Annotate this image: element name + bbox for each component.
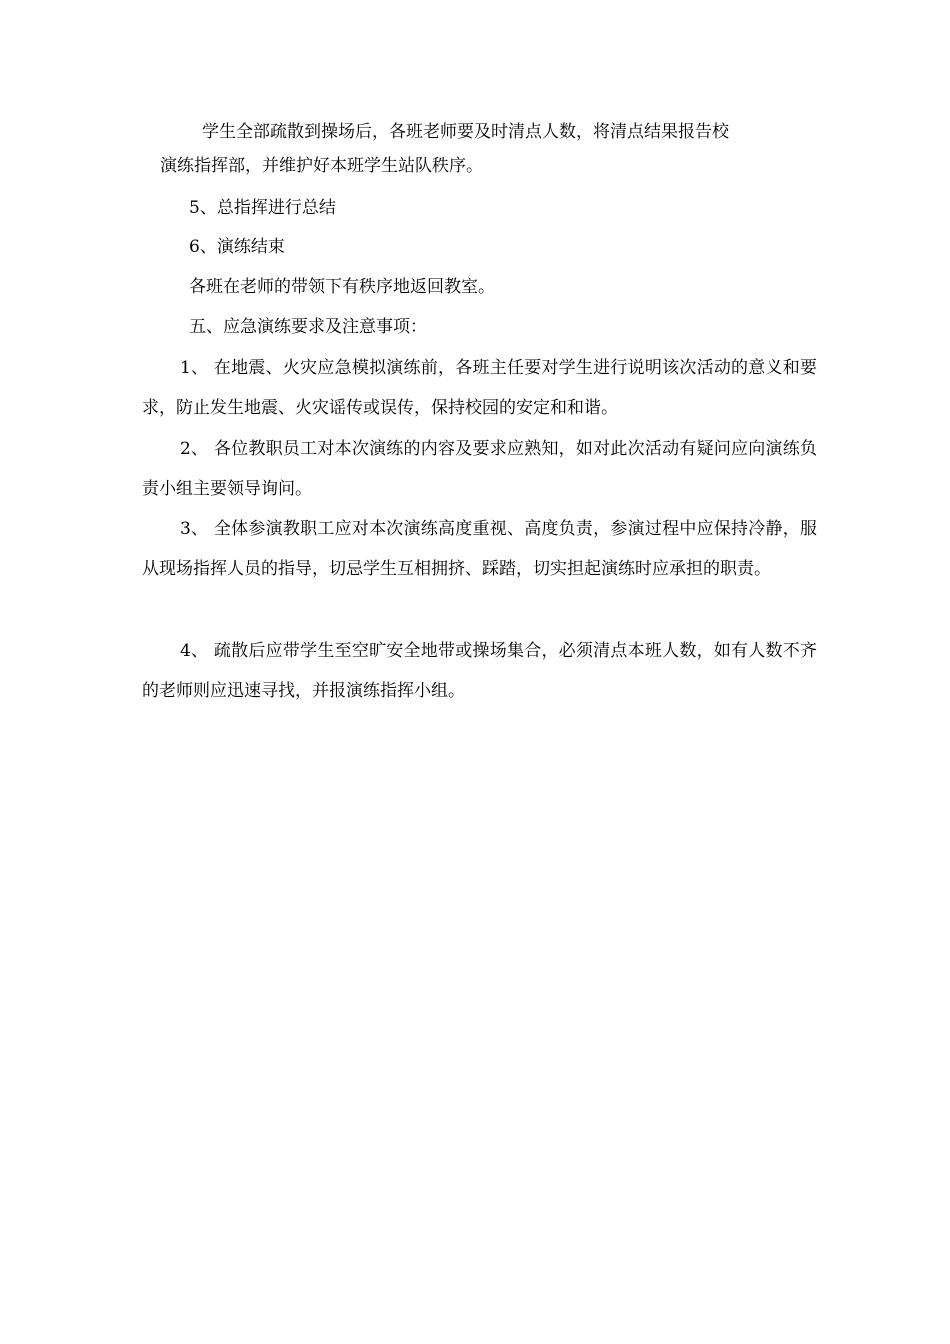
section-heading-requirements: 五、应急演练要求及注意事项： [189, 317, 427, 337]
paragraph-return-classroom: 各班在老师的带领下有秩序地返回教室。 [189, 277, 495, 297]
paragraph-evacuation-line-2: 演练指挥部，并维护好本班学生站队秩序。 [160, 156, 483, 176]
requirement-item-3: 3、 全体参演教职工应对本次演练高度重视、高度负责，参演过程中应保持冷静，服从现场指挥人员的指导，切忌学生互相拥挤、踩踏，切实担起演练时应承担的职责。 [142, 519, 817, 579]
paragraph-evacuation-line-1: 学生全部疏散到操场后，各班老师要及时清点人数，将清点结果报告校 [202, 122, 729, 142]
requirement-item-4: 4、 疏散后应带学生至空旷安全地带或操场集合，必须清点本班人数，如有人数不齐的老师则应迅速寻找，并报演练指挥小组。 [142, 641, 817, 701]
requirement-item-2: 2、 各位教职员工对本次演练的内容及要求应熟知，如对此次活动有疑问应向演练负责小组主要领导询问。 [142, 439, 817, 499]
paragraph-step-6: 6、演练结束 [189, 237, 285, 257]
paragraph-step-5: 5、总指挥进行总结 [189, 198, 336, 218]
requirement-item-1: 1、 在地震、火灾应急模拟演练前，各班主任要对学生进行说明该次活动的意义和要求，防止发生地震、火灾谣传或误传，保持校园的安定和和谐。 [142, 358, 817, 418]
